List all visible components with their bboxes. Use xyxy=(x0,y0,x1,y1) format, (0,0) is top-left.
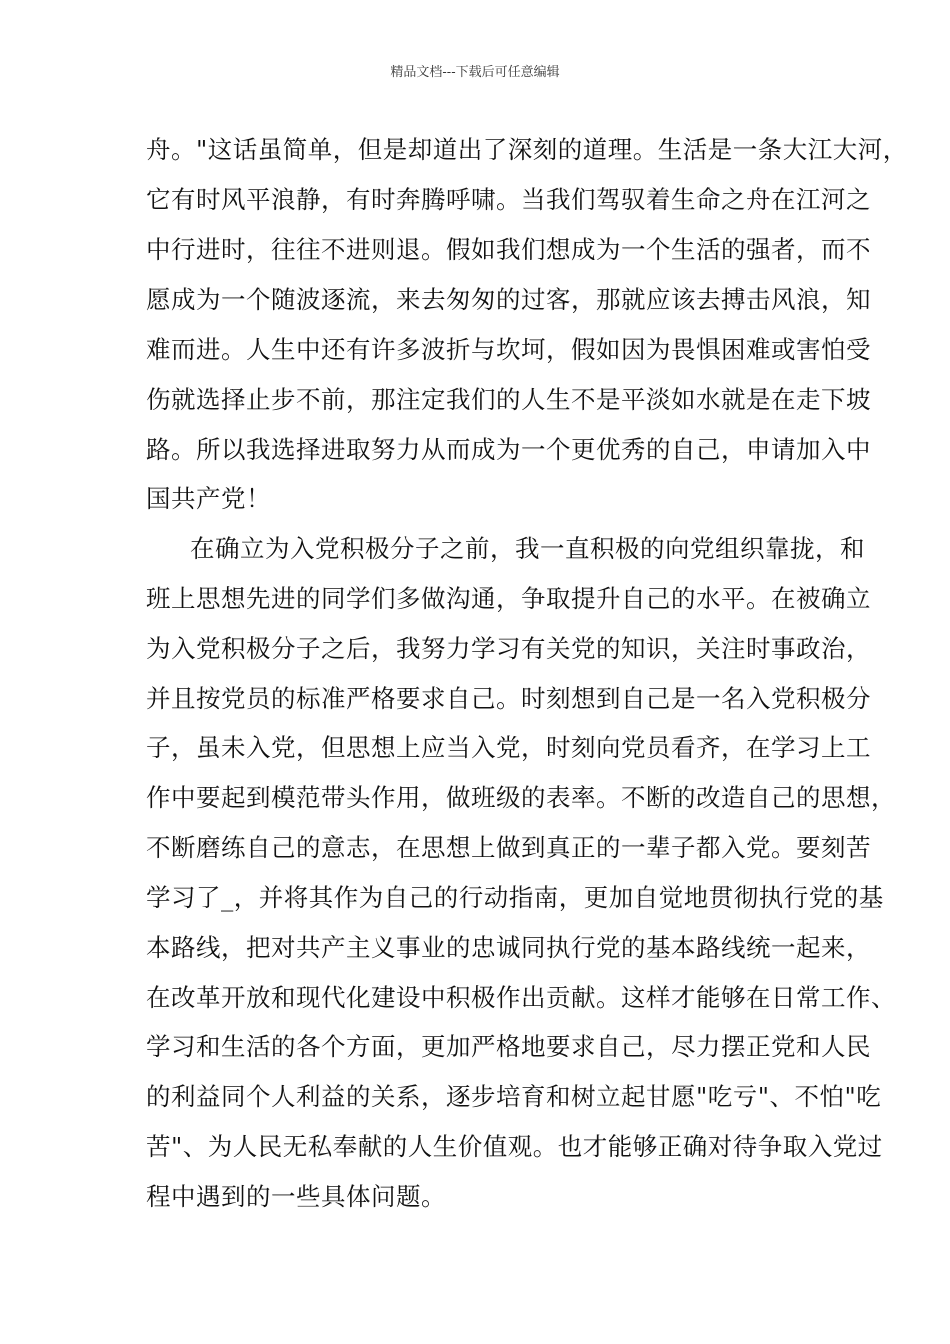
text-line: 作中要起到模范带头作用，做班级的表率。不断的改造自己的思想， xyxy=(146,783,896,812)
text-line: 子，虽未入党，但思想上应当入党，时刻向党员看齐，在学习上工 xyxy=(146,733,871,762)
paragraph-first-line: 在确立为入党积极分子之前，我一直积极的向党组织靠拢，和 xyxy=(190,534,865,563)
text-line: 程中遇到的一些具体问题。 xyxy=(146,1182,446,1211)
text-line: 国共产党！ xyxy=(146,484,271,513)
page-header: 精品文档---下载后可任意编辑 xyxy=(390,65,560,80)
text-line: 难而进。人生中还有许多波折与坎坷，假如因为畏惧困难或害怕受 xyxy=(146,335,871,364)
text-line: 的利益同个人利益的关系，逐步培育和树立起甘愿"吃亏"、不怕"吃 xyxy=(146,1082,882,1111)
text-line: 苦"、为人民无私奉献的人生价值观。也才能够正确对待争取入党过 xyxy=(146,1132,883,1161)
text-line: 愿成为一个随波逐流，来去匆匆的过客，那就应该去搏击风浪，知 xyxy=(146,285,871,314)
text-line: 班上思想先进的同学们多做沟通，争取提升自己的水平。在被确立 xyxy=(146,584,871,613)
text-line: 中行进时，往往不进则退。假如我们想成为一个生活的强者，而不 xyxy=(146,235,871,264)
text-line: 伤就选择止步不前，那注定我们的人生不是平淡如水就是在走下坡 xyxy=(146,385,871,414)
text-line: 在改革开放和现代化建设中积极作出贡献。这样才能够在日常工作、 xyxy=(146,983,896,1012)
text-line: 为入党积极分子之后，我努力学习有关党的知识，关注时事政治， xyxy=(146,634,871,663)
text-line: 它有时风平浪静，有时奔腾呼啸。当我们驾驭着生命之舟在江河之 xyxy=(146,185,871,214)
text-line: 不断磨练自己的意志，在思想上做到真正的一辈子都入党。要刻苦 xyxy=(146,833,871,862)
text-line: 舟。"这话虽简单，但是却道出了深刻的道理。生活是一条大江大河， xyxy=(146,135,908,164)
text-line: 学习了_，并将其作为自己的行动指南，更加自觉地贯彻执行党的基 xyxy=(146,883,884,912)
text-line: 并且按党员的标准严格要求自己。时刻想到自己是一名入党积极分 xyxy=(146,684,871,713)
text-line: 路。所以我选择进取努力从而成为一个更优秀的自己，申请加入中 xyxy=(146,435,871,464)
text-line: 本路线，把对共产主义事业的忠诚同执行党的基本路线统一起来， xyxy=(146,933,871,962)
text-line: 学习和生活的各个方面，更加严格地要求自己，尽力摆正党和人民 xyxy=(146,1032,871,1061)
